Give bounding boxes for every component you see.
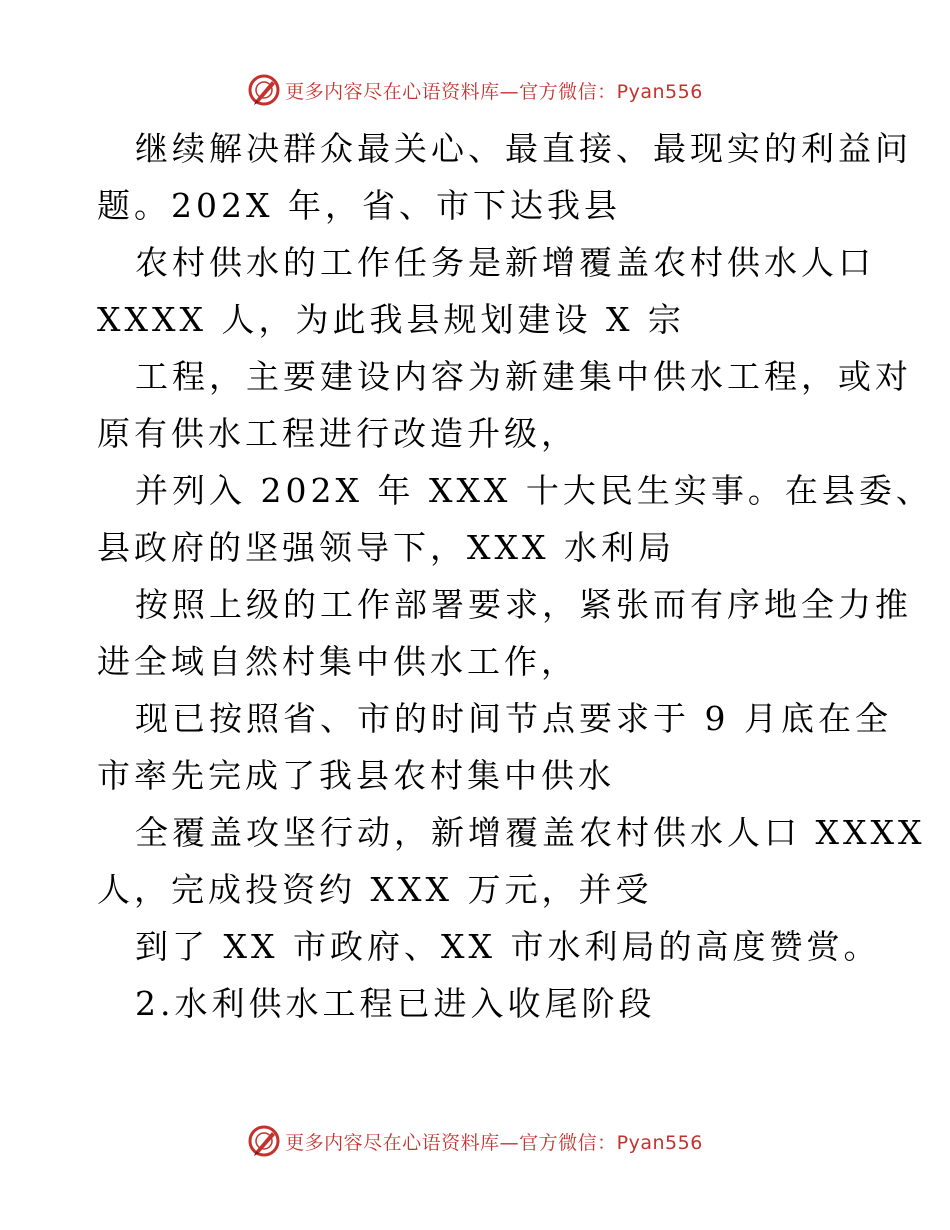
watermark-text: 更多内容尽在心语资料库—官方微信：Pyan556 <box>285 1131 703 1154</box>
pen-circle-logo-icon <box>247 73 281 107</box>
text-line: 原有供水工程进行改造升级， <box>97 414 578 453</box>
text-line: 继续解决群众最关心、最直接、最现实的利益问 <box>135 129 912 168</box>
text-line: 人，完成投资约 XXX 万元，并受 <box>97 870 653 909</box>
document-body <box>97 120 933 1032</box>
section-heading: 2.水利供水工程已进入收尾阶段 <box>135 984 656 1023</box>
text-line: XXXX 人，为此我县规划建设 X 宗 <box>97 300 685 339</box>
text-line: 现已按照省、市的时间节点要求于 9 月底在全 <box>135 699 892 738</box>
text-line: 农村供水的工作任务是新增覆盖农村供水人口 <box>135 243 875 282</box>
text-line: 市率先完成了我县农村集中供水 <box>97 756 615 795</box>
watermark-text: 更多内容尽在心语资料库—官方微信：Pyan556 <box>285 80 703 103</box>
footer-watermark <box>0 1121 950 1161</box>
text-line: 题。202X 年，省、市下达我县 <box>97 186 621 225</box>
text-line: 工程，主要建设内容为新建集中供水工程，或对 <box>135 357 912 396</box>
header-watermark <box>0 70 950 110</box>
text-line: 按照上级的工作部署要求，紧张而有序地全力推 <box>135 585 912 624</box>
text-line: 进全域自然村集中供水工作， <box>97 642 578 681</box>
text-line: 县政府的坚强领导下，XXX 水利局 <box>97 528 675 567</box>
text-line: 到了 XX 市政府、XX 市水利局的高度赞赏。 <box>135 927 881 966</box>
text-line: 并列入 202X 年 XXX 十大民生实事。在县委、 <box>135 471 933 510</box>
pen-circle-logo-icon <box>247 1124 281 1158</box>
text-line: 全覆盖攻坚行动，新增覆盖农村供水人口 XXXX <box>135 813 926 852</box>
